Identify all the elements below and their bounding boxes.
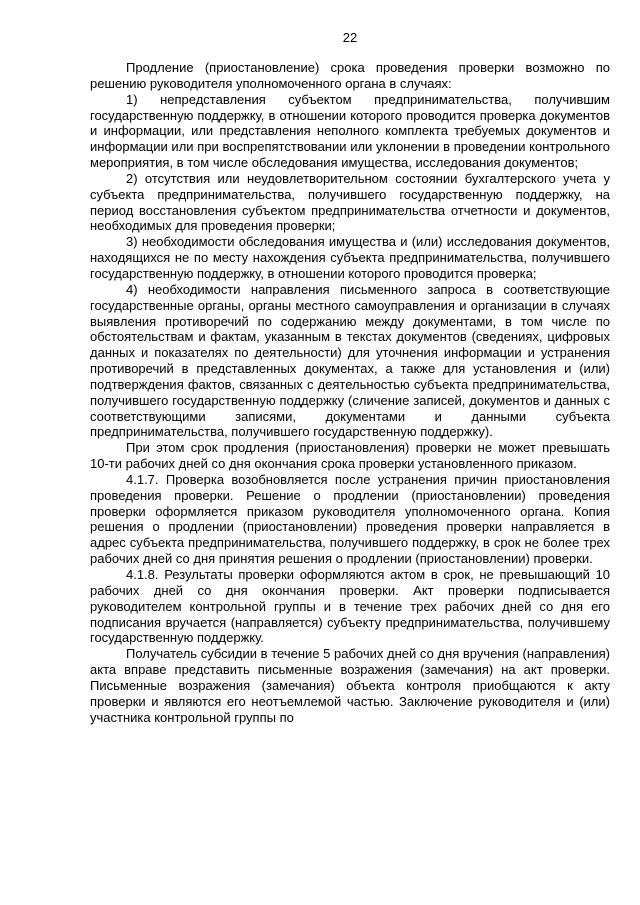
paragraph-intro: Продление (приостановление) срока проведения проверки возможно по решению руководителя уполномоченного органа в случаях: <box>90 60 610 91</box>
paragraph-4-1-8: 4.1.8. Результаты проверки оформляются актом в срок, не превышающий 10 рабочих дней со дня окончания проверки. Акт проверки подписывается руководителем контрольной группы и в течение трех рабочих дней со дня его подписания вручается (направляется) субъекту предпринимательства, получившему государственную поддержку. <box>90 567 610 646</box>
paragraph-4-1-7: 4.1.7. Проверка возобновляется после устранения причин приостановления проведения проверки. Решение о продлении (приостановлении) проведения проверки оформляется приказом руководителя уполномоченного органа. Копия решения о продлении (приостановлении) проведения проверки направляется в адрес субъекта предпринимательства, получившего поддержку, в срок не более трех рабочих дней со дня принятия решения о продлении (приостановлении) проверки. <box>90 471 610 567</box>
paragraph-case-4: 4) необходимости направления письменного запроса в соответствующие государственные органы, органы местного самоуправления и организации в случаях выявления противоречий по содержанию между документами, в том числе по обстоятельствам и фактам, указанным в текстах документов (сведениях, цифровых данных и показателях по деятельности) для уточнения информации и устранения противоречий в представленных документах, а также для установления и (или) подтверждения фактов, связанных с деятельностью субъекта предпринимательства, получившего государственную поддержку (сличение записей, документов и данных с соответствующими записями, документами и данными субъекта предпринимательства, получившего государственную поддержку). <box>90 281 610 440</box>
paragraph-case-1: 1) непредставления субъектом предпринимательства, получившим государственную поддержку, в отношении которого проводится проверка документов и информации, или представления неполного комплекта требуемых документов и информации или при воспрепятствовании или уклонении в проведении контрольного мероприятия, в том числе обследования имущества, исследования документов; <box>90 91 610 171</box>
paragraph-term-limit: При этом срок продления (приостановления) проверки не может превышать 10-ти рабочих дней со дня окончания срока проверки установленного приказом. <box>90 440 610 472</box>
paragraph-objections: Получатель субсидии в течение 5 рабочих дней со дня вручения (направления) акта вправе представить письменные возражения (замечания) на акт проверки. Письменные возражения (замечания) объекта контроля приобщаются к акту проверки и являются его неотъемлемой частью. Заключение руководителя и (или) участника контрольной группы по <box>90 646 610 725</box>
paragraph-case-3: 3) необходимости обследования имущества и (или) исследования документов, находящихся не по месту нахождения субъекта предпринимательства, получившего государственную поддержку, в отношении которого проводится проверка; <box>90 234 610 281</box>
paragraph-case-2: 2) отсутствия или неудовлетворительном состоянии бухгалтерского учета у субъекта предпринимательства, получившего государственную поддержку, на период восстановления субъектом предпринимательства отчетности и документов, необходимых для проведения проверки; <box>90 170 610 234</box>
page-number: 22 <box>342 30 358 45</box>
document-body <box>90 60 610 725</box>
